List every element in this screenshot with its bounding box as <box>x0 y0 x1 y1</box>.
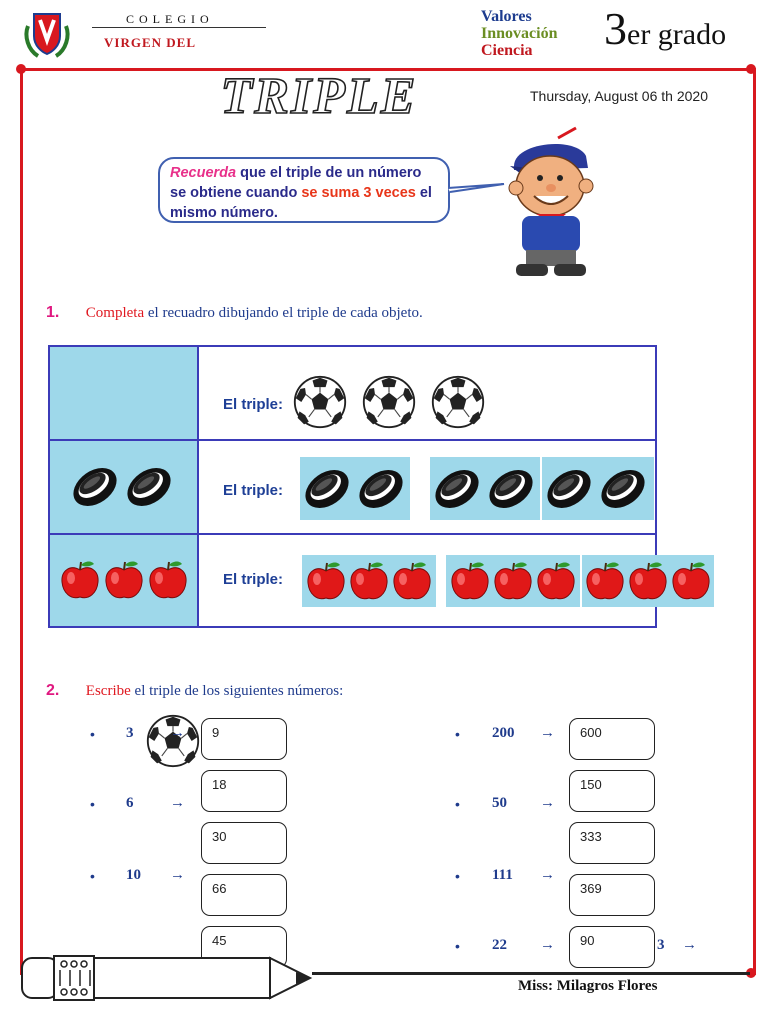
apple-icon <box>347 559 391 603</box>
cookie-icon <box>300 462 354 516</box>
reminder-text: el mismo número. <box>170 185 432 221</box>
arrow-icon: → <box>682 936 697 953</box>
grade-number: 3 <box>604 3 627 54</box>
soccer-ball-icon <box>143 713 203 769</box>
apple-icon <box>491 559 535 603</box>
instruction-text: el recuadro dibujando el triple de cada objeto. <box>144 305 423 321</box>
apple-icon <box>390 559 434 603</box>
bullet: • <box>455 796 460 812</box>
school-name: VIRGEN DEL <box>104 35 196 50</box>
apple-icon <box>146 558 190 602</box>
instruction-text: el triple de los siguientes números: <box>130 683 344 699</box>
answer-box[interactable]: 30 <box>201 822 287 864</box>
answer-box[interactable]: 150 <box>569 770 655 812</box>
frame-corner-dot <box>746 64 756 74</box>
exercise-instruction <box>86 305 423 321</box>
triple-cell[interactable] <box>198 346 656 440</box>
values-list <box>481 8 557 59</box>
answer-box[interactable]: 18 <box>201 770 287 812</box>
arrow-icon: → <box>540 866 555 883</box>
answer-box[interactable]: 600 <box>569 718 655 760</box>
apple-icon <box>583 559 627 603</box>
drawn-cookie-group <box>542 457 654 520</box>
teacher-name: Miss: Milagros Flores <box>518 978 658 994</box>
cookie-icon <box>430 462 484 516</box>
drawn-apple-group <box>302 555 436 607</box>
exercise-2-heading <box>46 682 343 700</box>
answer-box[interactable]: 90 <box>569 926 655 968</box>
answer-box[interactable]: 333 <box>569 822 655 864</box>
bottom-line <box>312 972 750 975</box>
number-value: 200 <box>492 725 515 741</box>
apple-icon <box>102 558 146 602</box>
number-value: 10 <box>126 867 141 883</box>
number-value: 111 <box>492 867 513 883</box>
boy-illustration <box>496 126 606 280</box>
value-item: Innovación <box>481 25 558 42</box>
answer-box[interactable]: 66 <box>201 874 287 916</box>
arrow-icon: → <box>170 724 185 741</box>
value-item: Ciencia <box>481 42 533 59</box>
exercise-number: 1. <box>46 304 60 321</box>
number-value: 3 <box>126 725 134 741</box>
triple-label: El triple: <box>223 482 284 499</box>
reminder-keyword: Recuerda <box>170 165 237 181</box>
triple-label: El triple: <box>223 571 284 588</box>
bullet: • <box>90 868 95 884</box>
school-divider <box>92 27 266 28</box>
school-logo <box>22 6 72 60</box>
cookie-icon <box>484 462 538 516</box>
number-value: 6 <box>126 795 134 811</box>
cookie-icon <box>542 462 596 516</box>
cookie-icon <box>596 462 650 516</box>
page-title <box>164 70 474 122</box>
apple-icon <box>448 559 492 603</box>
value-item: Valores <box>481 8 532 25</box>
bullet: • <box>455 938 460 954</box>
drawn-cookie-group <box>430 457 540 520</box>
drawn-apple-group <box>446 555 580 607</box>
reminder-bubble <box>158 157 450 223</box>
exercise-instruction <box>86 683 343 699</box>
apple-icon <box>669 559 713 603</box>
answer-box[interactable]: 369 <box>569 874 655 916</box>
instruction-verb: Escribe <box>85 683 131 699</box>
bullet: • <box>455 868 460 884</box>
arrow-icon: → <box>170 866 185 883</box>
number-value: 50 <box>492 795 507 811</box>
grade-label <box>604 2 726 55</box>
instruction-verb: Completa <box>85 305 145 321</box>
reminder-text: que el triple de un número se obtiene cuando <box>170 165 422 201</box>
stray-number: 3 <box>657 937 665 953</box>
exercise-number: 2. <box>46 682 60 699</box>
school-small-label: COLEGIO <box>126 12 214 26</box>
bullet: • <box>90 796 95 812</box>
exercise-1-heading <box>46 304 423 322</box>
apple-icon <box>534 559 578 603</box>
bullet: • <box>455 726 460 742</box>
pencil-illustration <box>14 950 314 1006</box>
original-cell <box>49 346 198 440</box>
apple-icon <box>58 558 102 602</box>
arrow-icon: → <box>540 794 555 811</box>
drawn-cookie-group <box>300 457 410 520</box>
triple-label: El triple: <box>223 396 284 413</box>
drawn-apple-group <box>582 555 714 607</box>
soccer-ball-icon <box>290 374 350 430</box>
title-text: TRIPLE <box>220 70 418 122</box>
apple-icon <box>626 559 670 603</box>
cookie-icon <box>354 462 408 516</box>
reminder-highlight: se suma 3 veces <box>301 185 416 201</box>
cookie-icon <box>68 460 122 514</box>
answer-box[interactable]: 45 <box>201 926 287 968</box>
number-value: 22 <box>492 937 507 953</box>
date-label: Thursday, August 06 th 2020 <box>530 88 708 104</box>
bullet: • <box>90 726 95 742</box>
frame-corner-dot <box>16 64 26 74</box>
arrow-icon: → <box>170 794 185 811</box>
answer-box[interactable]: 9 <box>201 718 287 760</box>
arrow-icon: → <box>540 936 555 953</box>
arrow-icon: → <box>540 724 555 741</box>
cookie-icon <box>122 460 176 514</box>
apple-icon <box>304 559 348 603</box>
grade-suffix: er grado <box>627 18 727 51</box>
soccer-ball-icon <box>428 374 488 430</box>
soccer-ball-icon <box>359 374 419 430</box>
